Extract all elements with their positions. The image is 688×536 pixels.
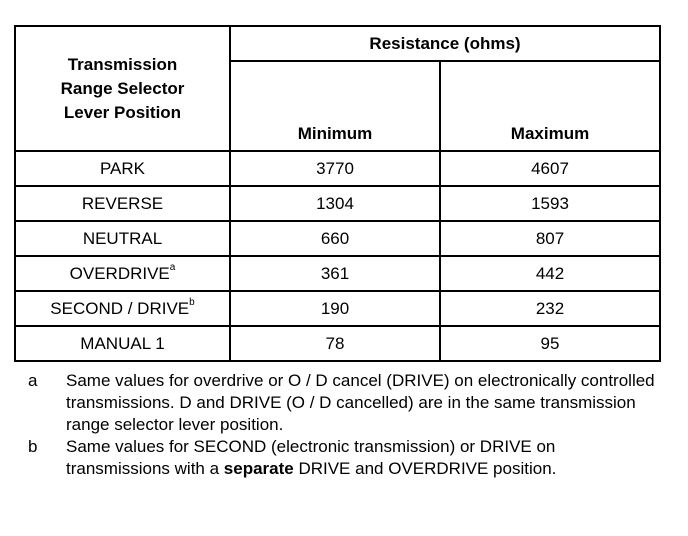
lever-position-cell bbox=[15, 256, 230, 291]
lever-position-cell bbox=[15, 151, 230, 186]
lever-position-label: MANUAL 1 bbox=[80, 333, 165, 353]
position-column-header bbox=[15, 26, 230, 151]
lever-position-label: PARK bbox=[99, 158, 146, 178]
footnotes bbox=[28, 370, 658, 480]
maximum-resistance-cell: 1593 bbox=[440, 186, 660, 221]
minimum-resistance-cell: 660 bbox=[230, 221, 440, 256]
maximum-resistance-cell: 442 bbox=[440, 256, 660, 291]
lever-position-label: REVERSE bbox=[81, 193, 164, 213]
lever-position-cell bbox=[15, 186, 230, 221]
table-row bbox=[15, 291, 660, 326]
maximum-resistance-cell: 232 bbox=[440, 291, 660, 326]
footnote-a bbox=[28, 370, 658, 436]
table-row bbox=[15, 256, 660, 291]
minimum-resistance-cell: 190 bbox=[230, 291, 440, 326]
minimum-resistance-cell: 3770 bbox=[230, 151, 440, 186]
footnote-b bbox=[28, 436, 658, 480]
minimum-resistance-cell: 361 bbox=[230, 256, 440, 291]
minimum-resistance-cell: 1304 bbox=[230, 186, 440, 221]
footnote-mark: a bbox=[28, 371, 38, 390]
resistance-group-header: Resistance (ohms) bbox=[230, 26, 660, 61]
table-body bbox=[15, 151, 660, 361]
footnote-reference: b bbox=[189, 296, 195, 308]
lever-position-cell bbox=[15, 221, 230, 256]
resistance-table bbox=[14, 25, 661, 362]
table-row bbox=[15, 186, 660, 221]
footnote-reference: a bbox=[169, 261, 176, 273]
footnote-text-bold: separate bbox=[223, 459, 294, 478]
maximum-column-header: Maximum bbox=[440, 61, 660, 151]
position-header-text: Transmission Range Selector Lever Position bbox=[60, 54, 185, 122]
table-row bbox=[15, 221, 660, 256]
lever-position-label: SECOND / DRIVE bbox=[50, 298, 190, 318]
lever-position-cell bbox=[15, 291, 230, 326]
table-row bbox=[15, 151, 660, 186]
lever-position-label: OVERDRIVE bbox=[69, 263, 170, 283]
footnote-mark: b bbox=[28, 437, 38, 456]
maximum-resistance-cell: 95 bbox=[440, 326, 660, 361]
footnote-text: Same values for overdrive or O / D cancel (DRIVE) on electronically controlled transmissions. D and DRIVE (O / D cancelled) are in the same transmission range selector lever position. bbox=[66, 371, 655, 434]
minimum-resistance-cell: 78 bbox=[230, 326, 440, 361]
footnote-text-after: DRIVE and OVERDRIVE position. bbox=[293, 459, 557, 478]
lever-position-cell bbox=[15, 326, 230, 361]
maximum-resistance-cell: 4607 bbox=[440, 151, 660, 186]
lever-position-label: NEUTRAL bbox=[82, 228, 163, 248]
maximum-resistance-cell: 807 bbox=[440, 221, 660, 256]
footnote-text-before: Same values for SECOND (electronic transmission) or DRIVE on transmissions with a bbox=[66, 437, 556, 478]
table-row bbox=[15, 326, 660, 361]
minimum-column-header: Minimum bbox=[230, 61, 440, 151]
footnote-text bbox=[66, 436, 658, 480]
